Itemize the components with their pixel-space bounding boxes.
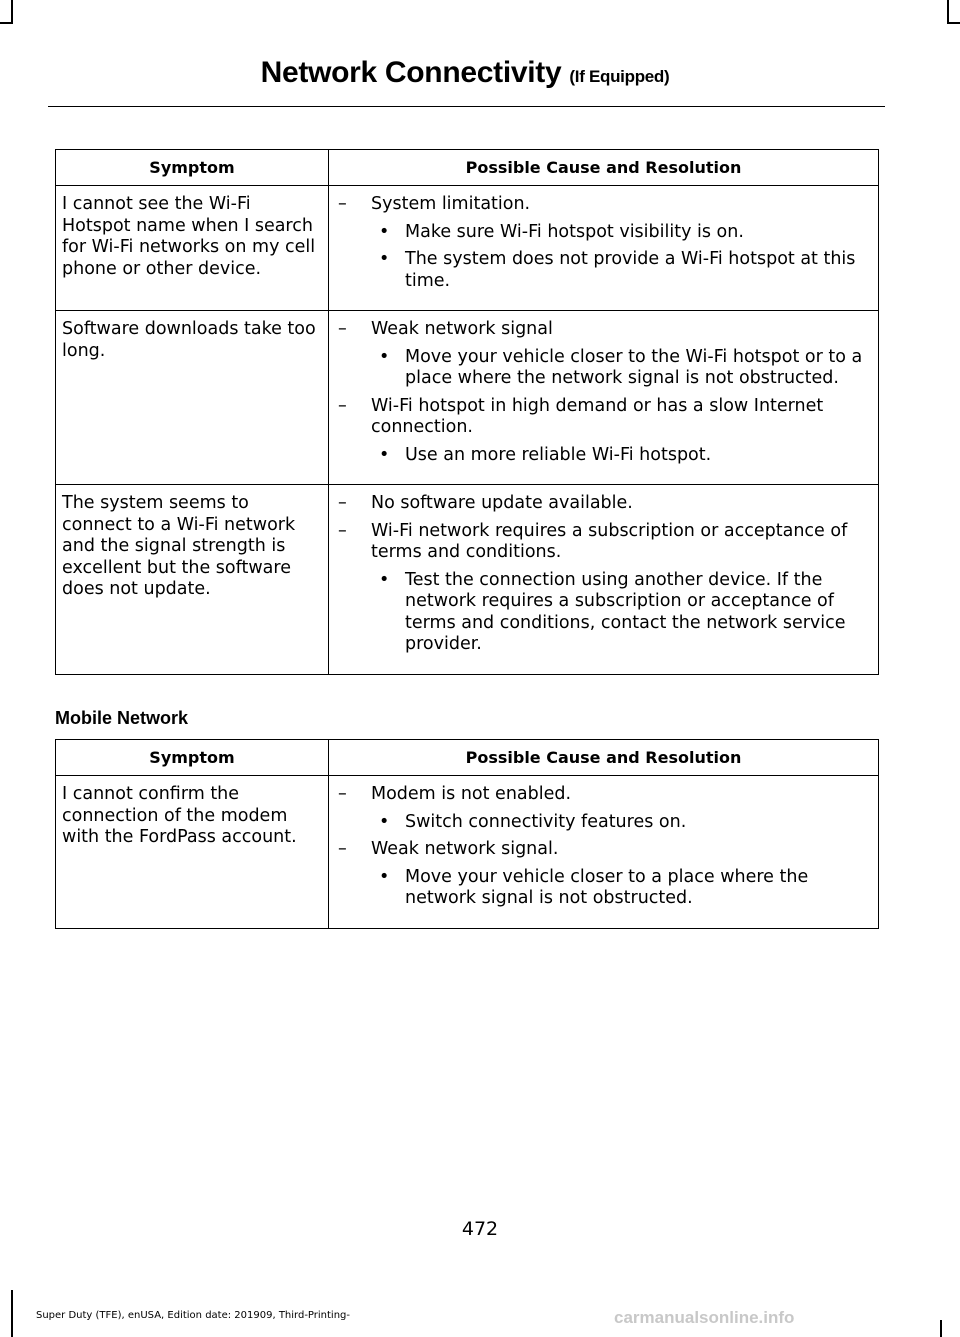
cause-item	[335, 521, 872, 564]
page-title-qualifier: (If Equipped)	[569, 67, 670, 86]
section-title-mobile-network: Mobile Network	[55, 708, 189, 728]
table-header-row	[56, 740, 879, 776]
cause-item	[335, 784, 872, 806]
page-number: 472	[461, 1218, 499, 1240]
cause-item	[335, 319, 872, 341]
resolution-item	[335, 867, 872, 910]
bullet-marker: •	[379, 866, 390, 887]
cause-text: System limitation.	[371, 194, 531, 214]
symptom-cell: The system seems to connect to a Wi-Fi network and the signal strength is excellent but the software does not update.	[56, 485, 329, 675]
crop-mark-top-right-h	[947, 22, 960, 24]
symptom-cell: I cannot confirm the connection of the modem with the FordPass account.	[56, 776, 329, 929]
cause-item	[335, 396, 872, 439]
resolution-text: Move your vehicle closer to a place where the network signal is not obstructed.	[405, 866, 809, 908]
resolution-item	[335, 347, 872, 390]
dash-marker: –	[338, 194, 347, 214]
table-row	[56, 311, 879, 485]
cause-item	[335, 839, 872, 861]
resolution-text: The system does not provide a Wi-Fi hotspot at this time.	[405, 249, 856, 291]
symptom-cell: Software downloads take too long.	[56, 311, 329, 485]
resolution-item	[335, 445, 872, 467]
crop-mark-bottom-right	[940, 1320, 942, 1337]
resolution-text: Switch connectivity features on.	[405, 811, 687, 832]
table-header-row	[56, 150, 879, 186]
cause-resolution-cell	[329, 186, 879, 311]
resolution-text: Use an more reliable Wi-Fi hotspot.	[405, 444, 712, 465]
dash-marker: –	[338, 784, 347, 804]
cause-text: Weak network signal	[371, 319, 553, 339]
bullet-marker: •	[379, 221, 390, 242]
mobile-network-troubleshooting-table	[55, 739, 879, 929]
cause-text: Weak network signal.	[371, 839, 559, 859]
table-row	[56, 485, 879, 675]
cause-resolution-cell	[329, 485, 879, 675]
resolution-item	[335, 222, 872, 244]
page-title-text: Network Connectivity	[260, 56, 562, 89]
column-header-symptom: Symptom	[56, 150, 329, 186]
resolution-item	[335, 570, 872, 656]
bullet-marker: •	[379, 346, 390, 367]
table-row	[56, 776, 879, 929]
dash-marker: –	[338, 395, 347, 416]
dash-marker: –	[338, 319, 347, 339]
cause-text: Modem is not enabled.	[371, 784, 572, 804]
cause-resolution-cell	[329, 311, 879, 485]
bullet-marker: •	[379, 811, 390, 832]
resolution-text: Move your vehicle closer to the Wi-Fi hotspot or to a place where the network signal is not obstructed.	[405, 346, 863, 388]
dash-marker: –	[338, 520, 347, 541]
bullet-marker: •	[379, 249, 390, 269]
cause-text: Wi-Fi hotspot in high demand or has a slow Internet connection.	[371, 395, 824, 437]
footer-edition-info: Super Duty (TFE), enUSA, Edition date: 201909, Third-Printing-	[36, 1310, 351, 1321]
header-divider	[48, 106, 885, 107]
dash-marker: –	[338, 839, 347, 859]
cause-resolution-cell	[329, 776, 879, 929]
bullet-marker: •	[379, 444, 390, 465]
column-header-symptom: Symptom	[56, 740, 329, 776]
crop-mark-bottom-left	[11, 1290, 13, 1337]
bullet-marker: •	[379, 569, 390, 590]
watermark: carmanualsonline.info	[614, 1308, 795, 1327]
resolution-text: Test the connection using another device. If the network requires a subscription or acceptance of terms and conditions, contact the network service provider.	[405, 569, 846, 654]
resolution-item	[335, 812, 872, 834]
crop-mark-top-left-h	[0, 22, 13, 24]
cause-item	[335, 194, 872, 216]
symptom-cell: I cannot see the Wi-Fi Hotspot name when I search for Wi-Fi networks on my cell phone or other device.	[56, 186, 329, 311]
resolution-item	[335, 249, 872, 292]
column-header-cause: Possible Cause and Resolution	[329, 150, 879, 186]
crop-mark-top-right	[947, 0, 949, 24]
dash-marker: –	[338, 493, 347, 513]
column-header-cause: Possible Cause and Resolution	[329, 740, 879, 776]
resolution-text: Make sure Wi-Fi hotspot visibility is on.	[405, 221, 744, 242]
wifi-troubleshooting-table	[55, 149, 879, 675]
page-title	[0, 56, 930, 90]
cause-item	[335, 493, 872, 515]
table-row	[56, 186, 879, 311]
cause-text: Wi-Fi network requires a subscription or acceptance of terms and conditions.	[371, 520, 848, 562]
cause-text: No software update available.	[371, 493, 633, 513]
crop-mark-top-left	[11, 0, 13, 24]
